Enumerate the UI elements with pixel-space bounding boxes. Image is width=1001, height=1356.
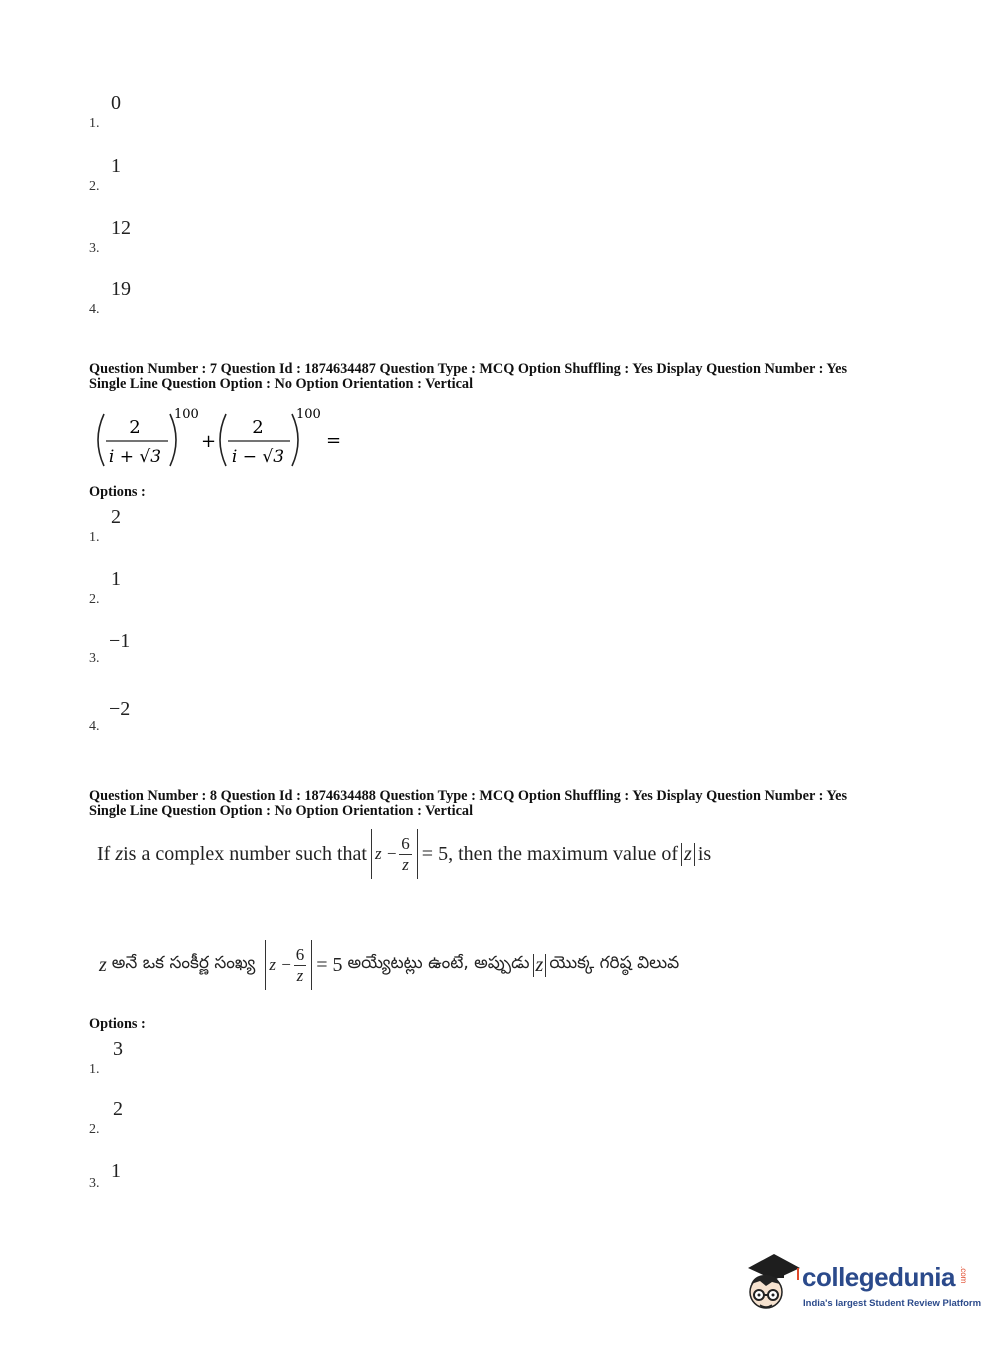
stmt-pre: If xyxy=(97,842,111,865)
option-value: −2 xyxy=(109,698,131,720)
stmt-mid: is a complex number such that xyxy=(123,842,367,865)
expr-denominator-2: i − √3 xyxy=(231,447,285,467)
option-value: 19 xyxy=(111,278,131,300)
option-number: 2. xyxy=(89,592,100,607)
option-item[interactable] xyxy=(89,1098,389,1138)
expr-denominator-1: i + √3 xyxy=(108,447,162,467)
option-value: 2 xyxy=(111,506,121,528)
option-number: 4. xyxy=(89,719,100,734)
question-text-telugu xyxy=(99,936,679,994)
fraction-denominator: z xyxy=(296,965,304,985)
expr-numerator-2: 2 xyxy=(252,417,264,438)
option-value: 2 xyxy=(113,1098,123,1120)
option-value: 3 xyxy=(113,1038,123,1060)
expr-exponent-2: 100 xyxy=(296,407,321,422)
option-value: −1 xyxy=(109,630,131,652)
option-item[interactable] xyxy=(89,698,389,735)
stmt-post: అయ్యేటట్లు ఉంటే, అప్పుడు xyxy=(347,953,530,973)
abs-z: z − xyxy=(269,955,292,974)
question-expression xyxy=(88,400,358,475)
option-item[interactable] xyxy=(89,155,389,195)
fraction xyxy=(399,834,412,875)
stmt-var: z xyxy=(99,953,107,976)
option-number: 3. xyxy=(89,241,100,256)
option-value: 1 xyxy=(111,568,121,590)
question-text-english xyxy=(97,826,711,882)
fraction-numerator: 6 xyxy=(295,944,305,964)
option-number: 3. xyxy=(89,651,100,666)
question-header xyxy=(89,789,847,819)
option-number: 2. xyxy=(89,1122,100,1137)
logo-wordmark: collegedunia xyxy=(802,1262,955,1292)
option-value: 1 xyxy=(111,1160,121,1182)
logo-dotcom: .com xyxy=(959,1266,968,1284)
option-value: 0 xyxy=(111,92,121,114)
option-number: 1. xyxy=(89,116,100,131)
option-item[interactable] xyxy=(89,630,389,667)
fraction-numerator: 6 xyxy=(401,833,410,853)
option-item[interactable] xyxy=(89,1038,389,1078)
option-item[interactable] xyxy=(89,506,389,546)
option-item[interactable] xyxy=(89,1160,389,1192)
abs-expression xyxy=(265,940,312,990)
option-item[interactable] xyxy=(89,217,389,257)
fraction xyxy=(294,945,307,986)
expr-numerator-1: 2 xyxy=(129,417,141,438)
option-number: 1. xyxy=(89,530,100,545)
question-header-line2: Single Line Question Option : No Option Orientation : Vertical xyxy=(89,376,474,392)
option-item[interactable] xyxy=(89,568,389,608)
fraction-denominator: z xyxy=(402,854,409,874)
question-header-line1: Question Number : 8 Question Id : 1874634488 Question Type : MCQ Option Shuffling : Yes Display Question Number : Yes xyxy=(89,788,848,804)
logo-tagline: India's largest Student Review Platform xyxy=(803,1298,982,1309)
expr-plus: + xyxy=(201,431,217,452)
option-value: 12 xyxy=(111,217,131,239)
option-value: 1 xyxy=(111,155,121,177)
expr-exponent-1: 100 xyxy=(174,407,199,422)
expr-equals: = xyxy=(326,430,342,451)
options-label: Options : xyxy=(89,1016,146,1032)
question-header xyxy=(89,362,847,392)
abs-z: z − xyxy=(374,844,398,863)
stmt-post: , then the maximum value of xyxy=(448,842,679,865)
stmt-end: యొక్క గరిష్ఠ విలువ xyxy=(549,953,680,973)
stmt-end: is xyxy=(697,842,712,865)
stmt-eq: = 5 xyxy=(316,953,343,976)
collegedunia-logo[interactable] xyxy=(742,1250,982,1320)
stmt-pre: అనే ఒక సంకీర్ణ సంఖ్య xyxy=(111,953,256,973)
modulus-z: z xyxy=(533,954,547,977)
option-item[interactable] xyxy=(89,92,389,132)
options-label: Options : xyxy=(89,484,146,500)
stmt-eq: = 5 xyxy=(421,842,449,865)
question-header-line1: Question Number : 7 Question Id : 1874634487 Question Type : MCQ Option Shuffling : Yes Display Question Number : Yes xyxy=(89,361,848,377)
mascot-icon xyxy=(742,1250,802,1320)
stmt-var: z xyxy=(115,842,124,865)
option-number: 1. xyxy=(89,1062,100,1077)
option-item[interactable] xyxy=(89,278,389,318)
option-number: 2. xyxy=(89,179,100,194)
question-header-line2: Single Line Question Option : No Option Orientation : Vertical xyxy=(89,803,474,819)
option-number: 3. xyxy=(89,1176,100,1191)
abs-expression xyxy=(371,829,418,879)
option-number: 4. xyxy=(89,302,100,317)
modulus-z: z xyxy=(681,843,695,866)
